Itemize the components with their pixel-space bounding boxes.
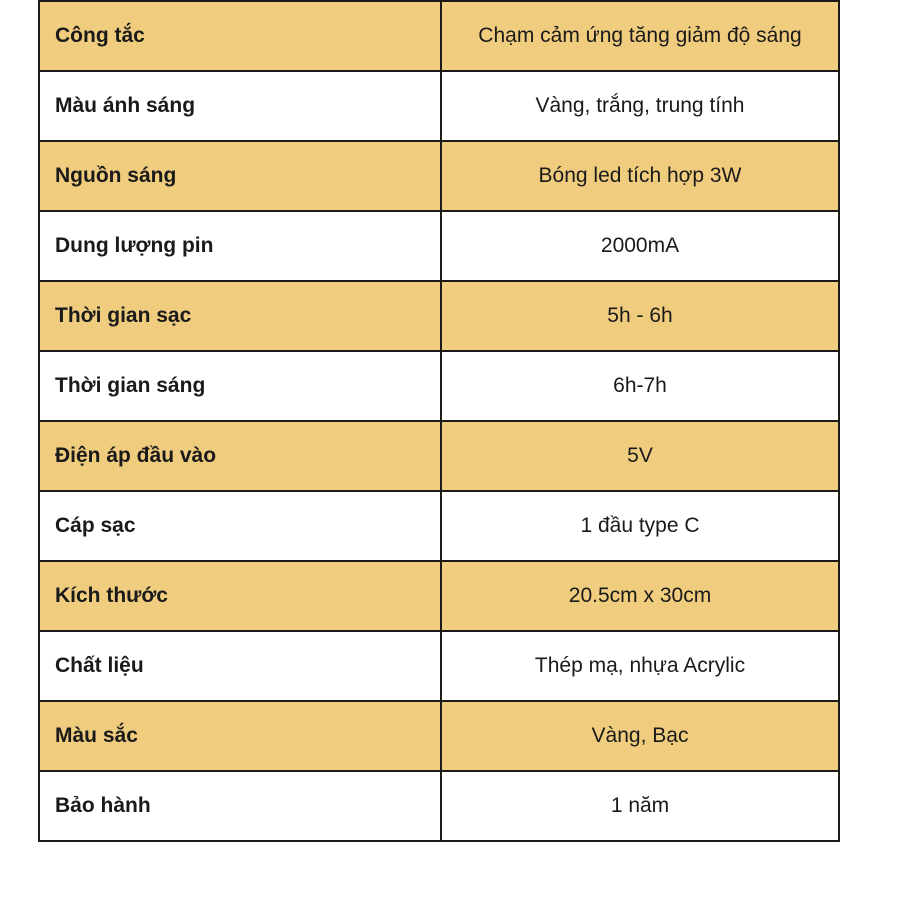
spec-value: Bóng led tích hợp 3W (441, 141, 839, 211)
spec-value: 5h - 6h (441, 281, 839, 351)
spec-label: Thời gian sạc (39, 281, 441, 351)
table-row (39, 491, 839, 561)
table-row (39, 211, 839, 281)
spec-value: 20.5cm x 30cm (441, 561, 839, 631)
spec-label: Màu sắc (39, 701, 441, 771)
spec-label: Dung lượng pin (39, 211, 441, 281)
spec-label: Bảo hành (39, 771, 441, 841)
spec-value: 1 đầu type C (441, 491, 839, 561)
spec-value: Thép mạ, nhựa Acrylic (441, 631, 839, 701)
spec-label: Cáp sạc (39, 491, 441, 561)
spec-value: 5V (441, 421, 839, 491)
table-row (39, 631, 839, 701)
table-row (39, 71, 839, 141)
table-row (39, 351, 839, 421)
table-row (39, 421, 839, 491)
spec-value: 6h-7h (441, 351, 839, 421)
spec-label: Điện áp đầu vào (39, 421, 441, 491)
table-row (39, 281, 839, 351)
spec-value: Chạm cảm ứng tăng giảm độ sáng (441, 1, 839, 71)
spec-label: Kích thước (39, 561, 441, 631)
spec-value: 1 năm (441, 771, 839, 841)
spec-label: Công tắc (39, 1, 441, 71)
table-row (39, 561, 839, 631)
spec-label: Chất liệu (39, 631, 441, 701)
spec-value: Vàng, trắng, trung tính (441, 71, 839, 141)
spec-table (38, 0, 840, 842)
spec-value: 2000mA (441, 211, 839, 281)
table-row (39, 1, 839, 71)
spec-label: Nguồn sáng (39, 141, 441, 211)
table-row (39, 701, 839, 771)
spec-label: Thời gian sáng (39, 351, 441, 421)
table-row (39, 771, 839, 841)
table-row (39, 141, 839, 211)
spec-label: Màu ánh sáng (39, 71, 441, 141)
spec-value: Vàng, Bạc (441, 701, 839, 771)
